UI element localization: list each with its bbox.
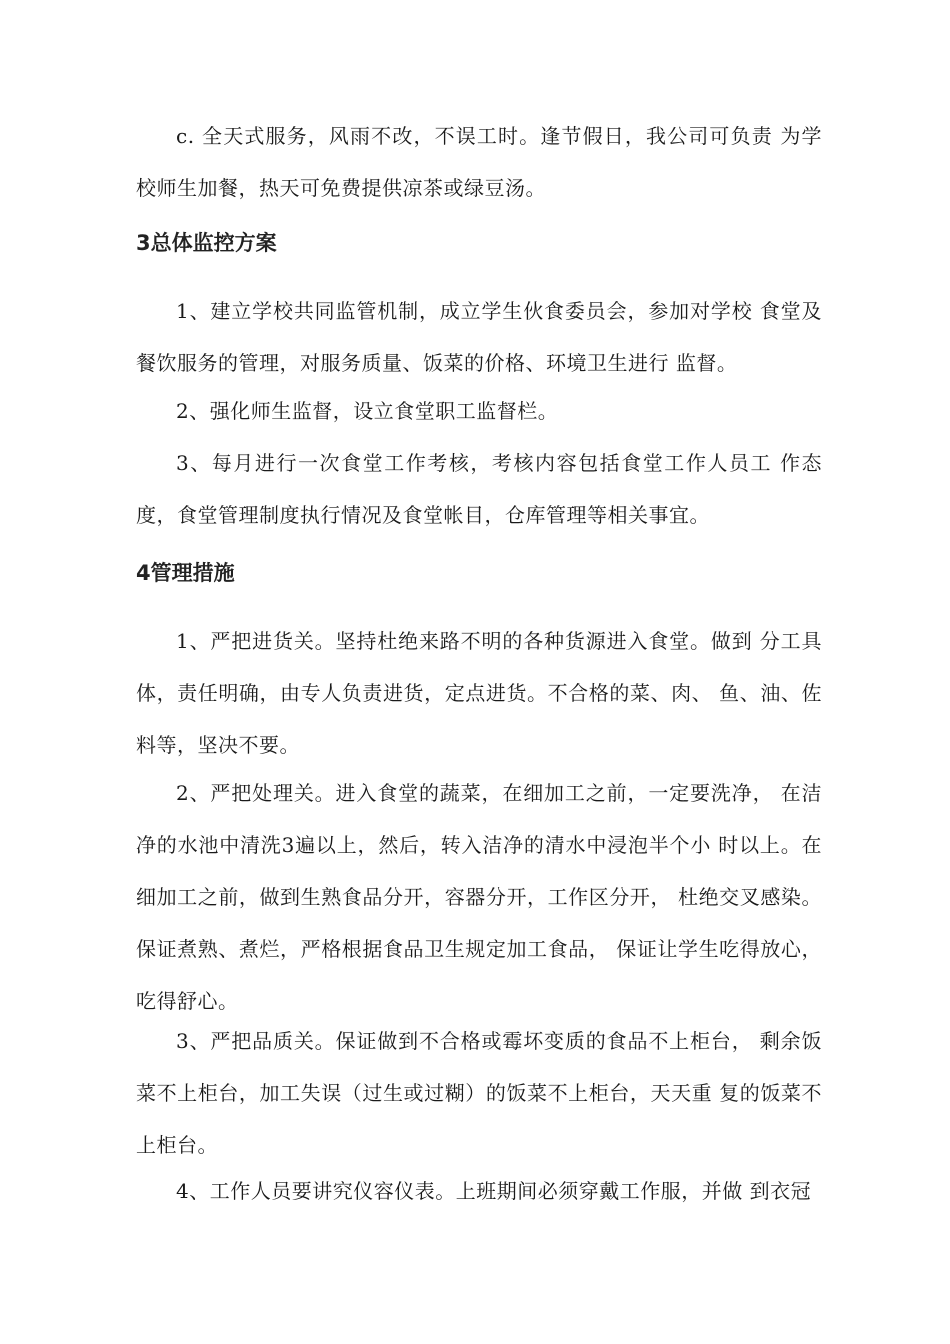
section-3-heading: 3总体监控方案: [136, 231, 277, 255]
section-4-paragraph-3: 3、严把品质关。保证做到不合格或霉坏变质的食品不上柜台， 剩余饭菜不上柜台，加工失误（过生或过糊）的饭菜不上柜台，天天重 复的饭菜不上柜台。: [136, 1029, 822, 1157]
section-3-paragraph-1: 1、建立学校共同监管机制，成立学生伙食委员会，参加对学校 食堂及餐饮服务的管理，对服务质量、饭菜的价格、环境卫生进行 监督。: [136, 299, 822, 375]
section-4-paragraph-1: 1、严把进货关。坚持杜绝来路不明的各种货源进入食堂。做到 分工具体，责任明确，由专人负责进货，定点进货。不合格的菜、肉、 鱼、油、佐料等，坚决不要。: [136, 629, 822, 757]
section-4-heading: 4管理措施: [136, 561, 235, 585]
section-4-paragraph-2: 2、严把处理关。进入食堂的蔬菜，在细加工之前，一定要洗净， 在洁净的水池中清洗3遍以上，然后，转入洁净的清水中浸泡半个小 时以上。在细加工之前，做到生熟食品分开，容器分开，工作区分开， 杜绝交叉感染。保证煮熟、煮烂，严格根据食品卫生规定加工食品， 保证让学生吃得放心，吃得舒心。: [136, 781, 822, 1013]
section-3-paragraph-3: 3、每月进行一次食堂工作考核，考核内容包括食堂工作人员工 作态度，食堂管理制度执行情况及食堂帐目，仓库管理等相关事宜。: [136, 451, 822, 527]
section-4-paragraph-4: 4、工作人员要讲究仪容仪表。上班期间必须穿戴工作服，并做 到衣冠: [176, 1179, 812, 1203]
intro-paragraph: c. 全天式服务，风雨不改，不误工时。逢节假日，我公司可负责 为学校师生加餐，热天可免费提供凉茶或绿豆汤。: [136, 124, 822, 200]
section-3-paragraph-2: 2、强化师生监督，设立食堂职工监督栏。: [176, 399, 559, 423]
